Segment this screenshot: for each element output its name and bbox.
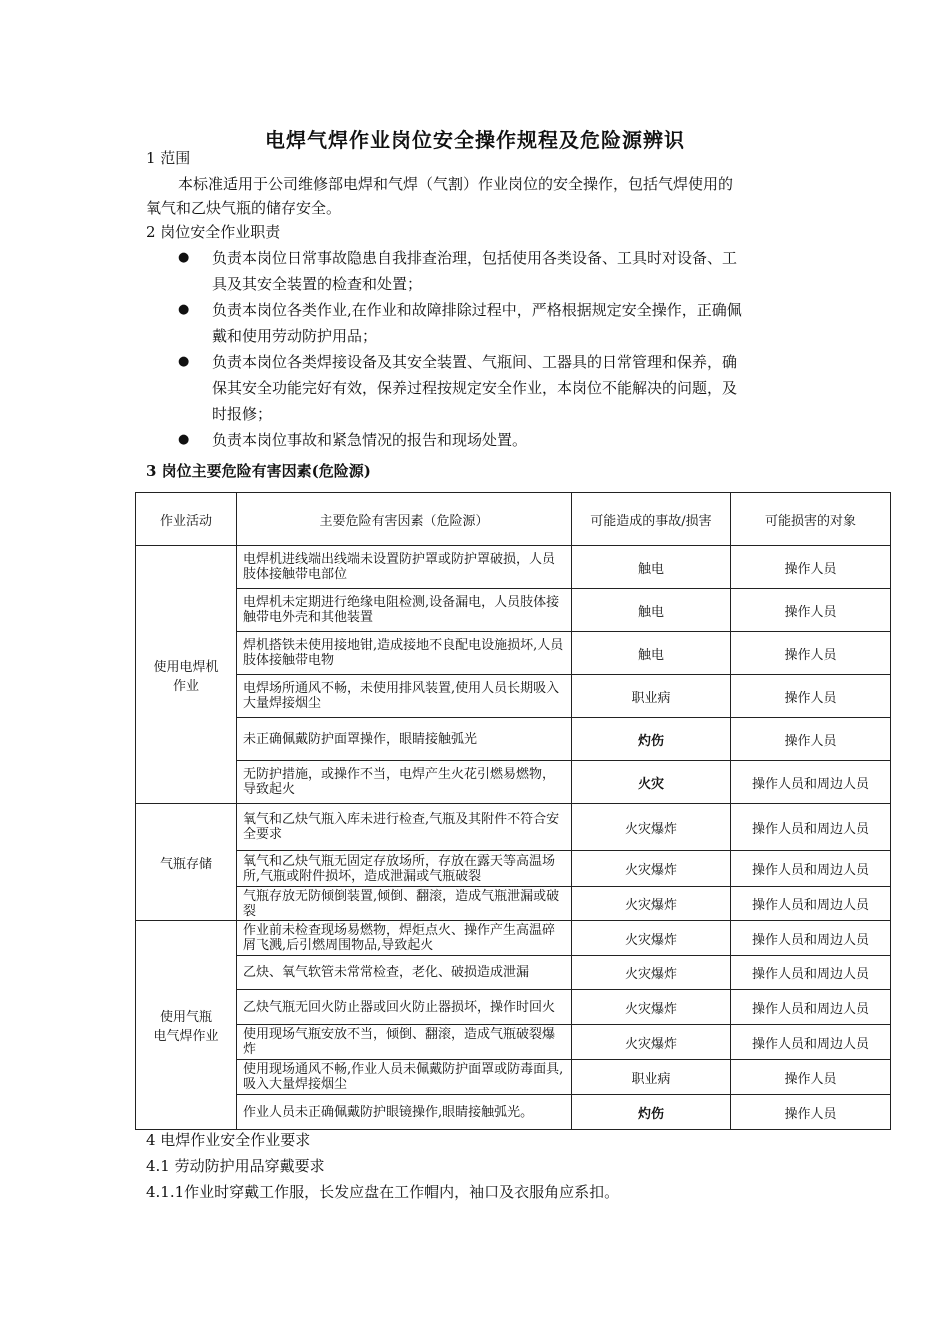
- section-1-text-line-1: 本标准适用于公司维修部电焊和气焊（气割）作业岗位的安全操作，包括气焊使用的: [178, 175, 734, 193]
- accident-cell: 火灾爆炸: [572, 956, 731, 990]
- target-cell: 操作人员和周边人员: [731, 887, 891, 921]
- hazard-cell: 使用现场气瓶安放不当，倾倒、翻滚，造成气瓶破裂爆炸: [237, 1025, 572, 1060]
- accident-cell: 职业病: [572, 1060, 731, 1095]
- target-cell: 操作人员: [731, 718, 891, 761]
- hazard-cell: 电焊场所通风不畅，未使用排风装置,使用人员长期吸入大量焊接烟尘: [237, 675, 572, 718]
- table-row: [136, 956, 891, 990]
- accident-cell: 灼伤: [572, 1095, 731, 1130]
- hazard-cell: 乙炔气瓶无回火防止器或回火防止器损坏，操作时回火: [237, 990, 572, 1025]
- table-row: [136, 761, 891, 804]
- header-target: 可能损害的对象: [731, 493, 891, 546]
- accident-cell: 火灾爆炸: [572, 887, 731, 921]
- section-1-heading: 1 范围: [146, 149, 191, 167]
- table-row: [136, 887, 891, 921]
- table-row: [136, 546, 891, 589]
- table-header-row: [136, 493, 891, 546]
- target-cell: 操作人员和周边人员: [731, 761, 891, 804]
- hazard-cell: 作业人员未正确佩戴防护眼镜操作,眼睛接触弧光。: [237, 1095, 572, 1130]
- hazard-cell: 氧气和乙炔气瓶无固定存放场所，存放在露天等高温场所,气瓶或附件损坏，造成泄漏或气瓶破裂: [237, 851, 572, 887]
- table-row: [136, 1060, 891, 1095]
- target-cell: 操作人员和周边人员: [731, 990, 891, 1025]
- duty-3-line-3: 时报修；: [212, 405, 273, 423]
- target-cell: 操作人员: [731, 1060, 891, 1095]
- bullet-icon: ●: [178, 250, 190, 265]
- hazard-cell: 乙炔、氧气软管未常常检查，老化、破损造成泄漏: [237, 956, 572, 990]
- accident-cell: 火灾爆炸: [572, 921, 731, 956]
- accident-cell: 火灾: [572, 761, 731, 804]
- header-activity: 作业活动: [136, 493, 237, 546]
- table-row: [136, 675, 891, 718]
- target-cell: 操作人员: [731, 589, 891, 632]
- hazard-cell: 无防护措施，或操作不当，电焊产生火花引燃易燃物，导致起火: [237, 761, 572, 804]
- hazard-cell: 作业前未检查现场易燃物，焊炬点火、操作产生高温碎屑飞溅,后引燃周围物品,导致起火: [237, 921, 572, 956]
- duty-1-line-2: 具及其安全装置的检查和处置；: [212, 275, 423, 293]
- table-row: [136, 589, 891, 632]
- hazard-table: [135, 492, 891, 1130]
- duty-2-line-2: 戴和使用劳动防护用品；: [212, 327, 378, 345]
- target-cell: 操作人员和周边人员: [731, 1025, 891, 1060]
- activity-cell: 气瓶存储: [136, 804, 237, 921]
- duty-1-line-1: 负责本岗位日常事故隐患自我排查治理，包括使用各类设备、工具时对设备、工: [212, 249, 738, 267]
- accident-cell: 触电: [572, 632, 731, 675]
- target-cell: 操作人员: [731, 675, 891, 718]
- accident-cell: 火灾爆炸: [572, 851, 731, 887]
- table-row: [136, 718, 891, 761]
- section-3-heading: 3 岗位主要危险有害因素(危险源): [146, 462, 371, 480]
- table-row: [136, 1025, 891, 1060]
- duty-2-line-1: 负责本岗位各类作业,在作业和故障排除过程中，严格根据规定安全操作，正确佩: [212, 301, 742, 319]
- section-4-heading: 4 电焊作业安全作业要求: [146, 1131, 311, 1149]
- accident-cell: 触电: [572, 546, 731, 589]
- target-cell: 操作人员: [731, 1095, 891, 1130]
- table-row: [136, 990, 891, 1025]
- table-row: [136, 632, 891, 675]
- header-hazard: 主要危险有害因素（危险源）: [237, 493, 572, 546]
- target-cell: 操作人员和周边人员: [731, 956, 891, 990]
- duty-3-line-2: 保其安全功能完好有效，保养过程按规定安全作业，本岗位不能解决的问题，及: [212, 379, 738, 397]
- bullet-icon: ●: [178, 354, 190, 369]
- hazard-cell: 气瓶存放无防倾倒装置,倾倒、翻滚，造成气瓶泄漏或破裂: [237, 887, 572, 921]
- accident-cell: 职业病: [572, 675, 731, 718]
- section-4-1-heading: 4.1 劳动防护用品穿戴要求: [146, 1157, 325, 1175]
- table-row: [136, 921, 891, 956]
- target-cell: 操作人员和周边人员: [731, 804, 891, 851]
- table-row: [136, 1095, 891, 1130]
- target-cell: 操作人员: [731, 632, 891, 675]
- accident-cell: 触电: [572, 589, 731, 632]
- accident-cell: 灼伤: [572, 718, 731, 761]
- activity-cell: 使用电焊机 作业: [136, 546, 237, 804]
- bullet-icon: ●: [178, 432, 190, 447]
- duty-3-line-1: 负责本岗位各类焊接设备及其安全装置、气瓶间、工器具的日常管理和保养，确: [212, 353, 738, 371]
- hazard-cell: 使用现场通风不畅,作业人员未佩戴防护面罩或防毒面具,吸入大量焊接烟尘: [237, 1060, 572, 1095]
- target-cell: 操作人员和周边人员: [731, 851, 891, 887]
- accident-cell: 火灾爆炸: [572, 804, 731, 851]
- hazard-cell: 电焊机进线端出线端未设置防护罩或防护罩破损，人员肢体接触带电部位: [237, 546, 572, 589]
- table-row: [136, 804, 891, 851]
- activity-cell: 使用气瓶 电气焊作业: [136, 921, 237, 1130]
- section-2-heading: 2 岗位安全作业职责: [146, 223, 281, 241]
- page-title: 电焊气焊作业岗位安全操作规程及危险源辨识: [265, 128, 685, 152]
- hazard-cell: 电焊机未定期进行绝缘电阻检测,设备漏电，人员肢体接触带电外壳和其他装置: [237, 589, 572, 632]
- hazard-cell: 未正确佩戴防护面罩操作，眼睛接触弧光: [237, 718, 572, 761]
- accident-cell: 火灾爆炸: [572, 1025, 731, 1060]
- section-4-1-1-text: 4.1.1作业时穿戴工作服，长发应盘在工作帽内，袖口及衣服角应系扣。: [146, 1183, 620, 1201]
- duty-4-line-1: 负责本岗位事故和紧急情况的报告和现场处置。: [212, 431, 528, 449]
- target-cell: 操作人员和周边人员: [731, 921, 891, 956]
- bullet-icon: ●: [178, 302, 190, 317]
- section-1-text-line-2: 氧气和乙炔气瓶的储存安全。: [146, 199, 342, 217]
- table-row: [136, 851, 891, 887]
- header-accident: 可能造成的事故/损害: [572, 493, 731, 546]
- accident-cell: 火灾爆炸: [572, 990, 731, 1025]
- target-cell: 操作人员: [731, 546, 891, 589]
- hazard-cell: 焊机搭铁未使用接地钳,造成接地不良配电设施损坏,人员肢体接触带电物: [237, 632, 572, 675]
- hazard-cell: 氧气和乙炔气瓶入库未进行检查,气瓶及其附件不符合安全要求: [237, 804, 572, 851]
